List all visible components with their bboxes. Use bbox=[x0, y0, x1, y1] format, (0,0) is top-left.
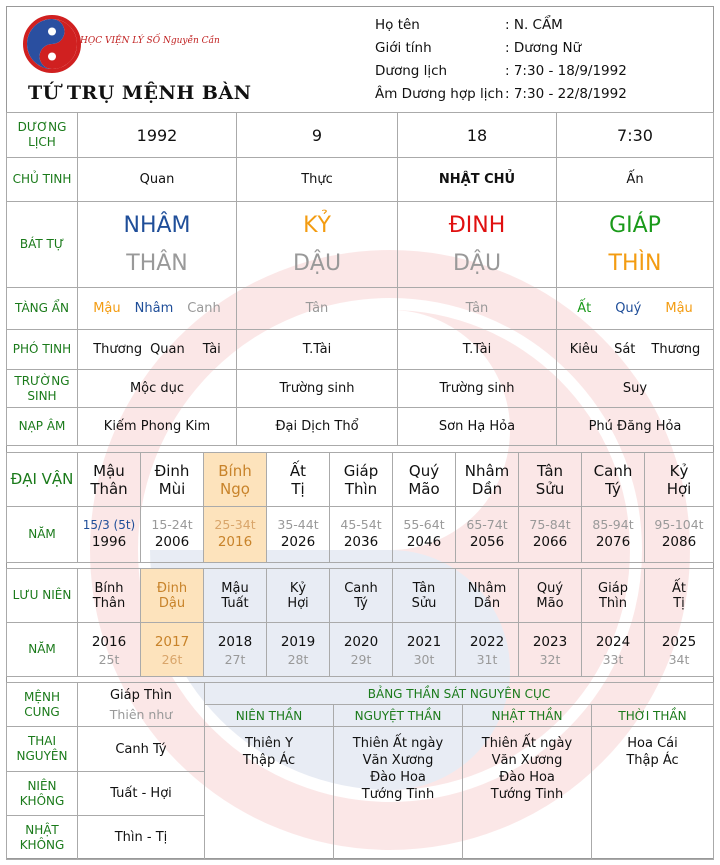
dai-van-item: Tân Sửu bbox=[519, 453, 582, 507]
dai-van-year-current: 25-34t 2016 bbox=[204, 507, 267, 563]
dai-van-year-row bbox=[7, 507, 714, 563]
label-pho-tinh: PHÓ TINH bbox=[7, 330, 78, 370]
pho-tinh-month: T.Tài bbox=[237, 330, 398, 370]
cell-day: 18 bbox=[398, 113, 557, 158]
person-info bbox=[375, 14, 627, 106]
label-nam-luu: NĂM bbox=[7, 623, 78, 677]
nien-khong-value: Tuất - Hợi bbox=[78, 772, 205, 816]
luu-nien-year: 2018 27t bbox=[204, 623, 267, 677]
label-truong-sinh: TRƯỜNG SINH bbox=[7, 370, 78, 408]
dai-van-year: 75-84t 2066 bbox=[519, 507, 582, 563]
tang-an-day: Tân bbox=[398, 288, 557, 330]
luu-nien-year-row bbox=[7, 623, 714, 677]
nhat-khong-value: Thìn - Tị bbox=[78, 816, 205, 860]
info-lunar-date: Âm Dương hợp lịch : 7:30 - 22/8/1992 bbox=[375, 86, 627, 102]
nap-am-month: Đại Dịch Thổ bbox=[237, 408, 398, 446]
chi-year: THÂN bbox=[126, 250, 188, 276]
luu-nien-year: 2016 25t bbox=[78, 623, 141, 677]
info-gender: Giới tính : Dương Nữ bbox=[375, 40, 582, 56]
tang-an-hour: Ất Quý Mậu bbox=[557, 288, 714, 330]
cell-year: 1992 bbox=[78, 113, 237, 158]
label-luu-nien: LƯU NIÊN bbox=[7, 569, 78, 623]
label-menh-cung: MỆNH CUNG bbox=[7, 683, 78, 727]
chu-tinh-month: Thực bbox=[237, 158, 398, 202]
dai-van-year: 55-64t 2046 bbox=[393, 507, 456, 563]
dai-van-year: 15-24t 2006 bbox=[141, 507, 204, 563]
label-nap-am: NẠP ÂM bbox=[7, 408, 78, 446]
can-day: ĐINH bbox=[448, 212, 506, 238]
chu-tinh-day: NHẬT CHỦ bbox=[398, 158, 557, 202]
yin-yang-icon bbox=[22, 14, 82, 74]
label-nam: NĂM bbox=[7, 507, 78, 563]
chi-day: DẬU bbox=[452, 250, 502, 276]
chi-month: DẬU bbox=[292, 250, 342, 276]
luu-nien-year-current: 2017 26t bbox=[141, 623, 204, 677]
dai-van-item: Kỷ Hợi bbox=[645, 453, 714, 507]
chi-hour: THÌN bbox=[608, 250, 662, 276]
luu-nien-item: Mậu Tuất bbox=[204, 569, 267, 623]
luu-nien-item: Quý Mão bbox=[519, 569, 582, 623]
can-year: NHÂM bbox=[123, 212, 191, 238]
info-solar-date: Dương lịch : 7:30 - 18/9/1992 bbox=[375, 63, 627, 79]
luu-nien-year: 2019 28t bbox=[267, 623, 330, 677]
pho-tinh-day: T.Tài bbox=[398, 330, 557, 370]
bat-tu-month bbox=[237, 202, 398, 288]
dai-van-year: 65-74t 2056 bbox=[456, 507, 519, 563]
than-sat-nhat-list: Thiên Ất ngày Văn Xương Đào Hoa Tướng Tinh bbox=[463, 727, 592, 860]
cell-hour: 7:30 bbox=[557, 113, 714, 158]
info-name: Họ tên : N. CẨM bbox=[375, 17, 563, 33]
tang-an-month: Tân bbox=[237, 288, 398, 330]
luu-nien-year: 2022 31t bbox=[456, 623, 519, 677]
than-sat-head-nguyet: NGUYỆT THẦN bbox=[334, 705, 463, 727]
can-month: KỶ bbox=[303, 212, 331, 238]
logo-text: HỌC VIỆN LÝ SỐ Nguyễn Cần bbox=[80, 36, 220, 46]
truong-sinh-day: Trường sinh bbox=[398, 370, 557, 408]
nap-am-day: Sơn Hạ Hỏa bbox=[398, 408, 557, 446]
luu-nien-item: Tân Sửu bbox=[393, 569, 456, 623]
label-nien-khong: NIÊN KHÔNG bbox=[7, 772, 78, 816]
chu-tinh-year: Quan bbox=[78, 158, 237, 202]
than-sat-title: BẢNG THẦN SÁT NGUYÊN CỤC bbox=[205, 683, 714, 705]
dai-van-year: 85-94t 2076 bbox=[582, 507, 645, 563]
bat-tu-year bbox=[78, 202, 237, 288]
label-dai-van: ĐẠI VẬN bbox=[7, 453, 78, 507]
truong-sinh-hour: Suy bbox=[557, 370, 714, 408]
than-sat-head-thoi: THỜI THẦN bbox=[592, 705, 714, 727]
label-tang-an: TÀNG ẨN bbox=[7, 288, 78, 330]
header bbox=[6, 6, 714, 106]
dai-van-item: Mậu Thân bbox=[78, 453, 141, 507]
than-sat-head-nien: NIÊN THẦN bbox=[205, 705, 334, 727]
label-chu-tinh: CHỦ TINH bbox=[7, 158, 78, 202]
dai-van-row bbox=[7, 453, 714, 507]
pho-tinh-hour: Kiêu Sát Thương bbox=[557, 330, 714, 370]
dai-van-item: Canh Tý bbox=[582, 453, 645, 507]
dai-van-item: Quý Mão bbox=[393, 453, 456, 507]
bat-tu-hour bbox=[557, 202, 714, 288]
brand-logo bbox=[22, 14, 220, 76]
luu-nien-item: Kỷ Hợi bbox=[267, 569, 330, 623]
label-bat-tu: BÁT TỰ bbox=[7, 202, 78, 288]
label-thai-nguyen: THAI NGUYÊN bbox=[7, 727, 78, 772]
luu-nien-year: 2025 34t bbox=[645, 623, 714, 677]
truong-sinh-month: Trường sinh bbox=[237, 370, 398, 408]
dai-van-year: 95-104t 2086 bbox=[645, 507, 714, 563]
than-sat-nguyet-list: Thiên Ất ngày Văn Xương Đào Hoa Tướng Tinh bbox=[334, 727, 463, 860]
dai-van-item: Nhâm Dần bbox=[456, 453, 519, 507]
tang-an-year: Mậu Nhâm Canh bbox=[78, 288, 237, 330]
cell-month: 9 bbox=[237, 113, 398, 158]
dai-van-item: Ất Tị bbox=[267, 453, 330, 507]
luu-nien-item: Ất Tị bbox=[645, 569, 714, 623]
luu-nien-item: Giáp Thìn bbox=[582, 569, 645, 623]
label-nhat-khong: NHẬT KHÔNG bbox=[7, 816, 78, 860]
dai-van-item-current: Bính Ngọ bbox=[204, 453, 267, 507]
dai-van-item: Đinh Mùi bbox=[141, 453, 204, 507]
luu-nien-table bbox=[6, 568, 714, 677]
luu-nien-year: 2024 33t bbox=[582, 623, 645, 677]
pillars-table bbox=[6, 112, 714, 446]
luu-nien-year: 2021 30t bbox=[393, 623, 456, 677]
dai-van-table bbox=[6, 452, 714, 563]
luu-nien-year: 2020 29t bbox=[330, 623, 393, 677]
pho-tinh-year: Thương Quan Tài bbox=[78, 330, 237, 370]
than-sat-head-nhat: NHẬT THẦN bbox=[463, 705, 592, 727]
dai-van-year: 45-54t 2036 bbox=[330, 507, 393, 563]
luu-nien-year: 2023 32t bbox=[519, 623, 582, 677]
page-title: TỨ TRỤ MỆNH BÀN bbox=[28, 82, 252, 104]
luu-nien-item: Nhâm Dần bbox=[456, 569, 519, 623]
truong-sinh-year: Mộc dục bbox=[78, 370, 237, 408]
dai-van-year: 15/3 (5t) 1996 bbox=[78, 507, 141, 563]
bat-tu-day bbox=[398, 202, 557, 288]
chu-tinh-hour: Ấn bbox=[557, 158, 714, 202]
can-hour: GIÁP bbox=[609, 212, 661, 238]
bottom-table bbox=[6, 682, 714, 860]
than-sat-thoi-list: Hoa Cái Thập Ác bbox=[592, 727, 714, 860]
nap-am-year: Kiếm Phong Kim bbox=[78, 408, 237, 446]
luu-nien-item: Canh Tý bbox=[330, 569, 393, 623]
luu-nien-item-current: Đinh Dậu bbox=[141, 569, 204, 623]
dai-van-year: 35-44t 2026 bbox=[267, 507, 330, 563]
dai-van-item: Giáp Thìn bbox=[330, 453, 393, 507]
luu-nien-row bbox=[7, 569, 714, 623]
thai-nguyen-value: Canh Tý bbox=[78, 727, 205, 772]
label-duong-lich: DƯƠNG LỊCH bbox=[7, 113, 78, 158]
menh-cung-value: Giáp Thìn Thiên như bbox=[78, 683, 205, 727]
nap-am-hour: Phú Đăng Hỏa bbox=[557, 408, 714, 446]
than-sat-nien-list: Thiên Y Thập Ác bbox=[205, 727, 334, 860]
luu-nien-item: Bính Thân bbox=[78, 569, 141, 623]
